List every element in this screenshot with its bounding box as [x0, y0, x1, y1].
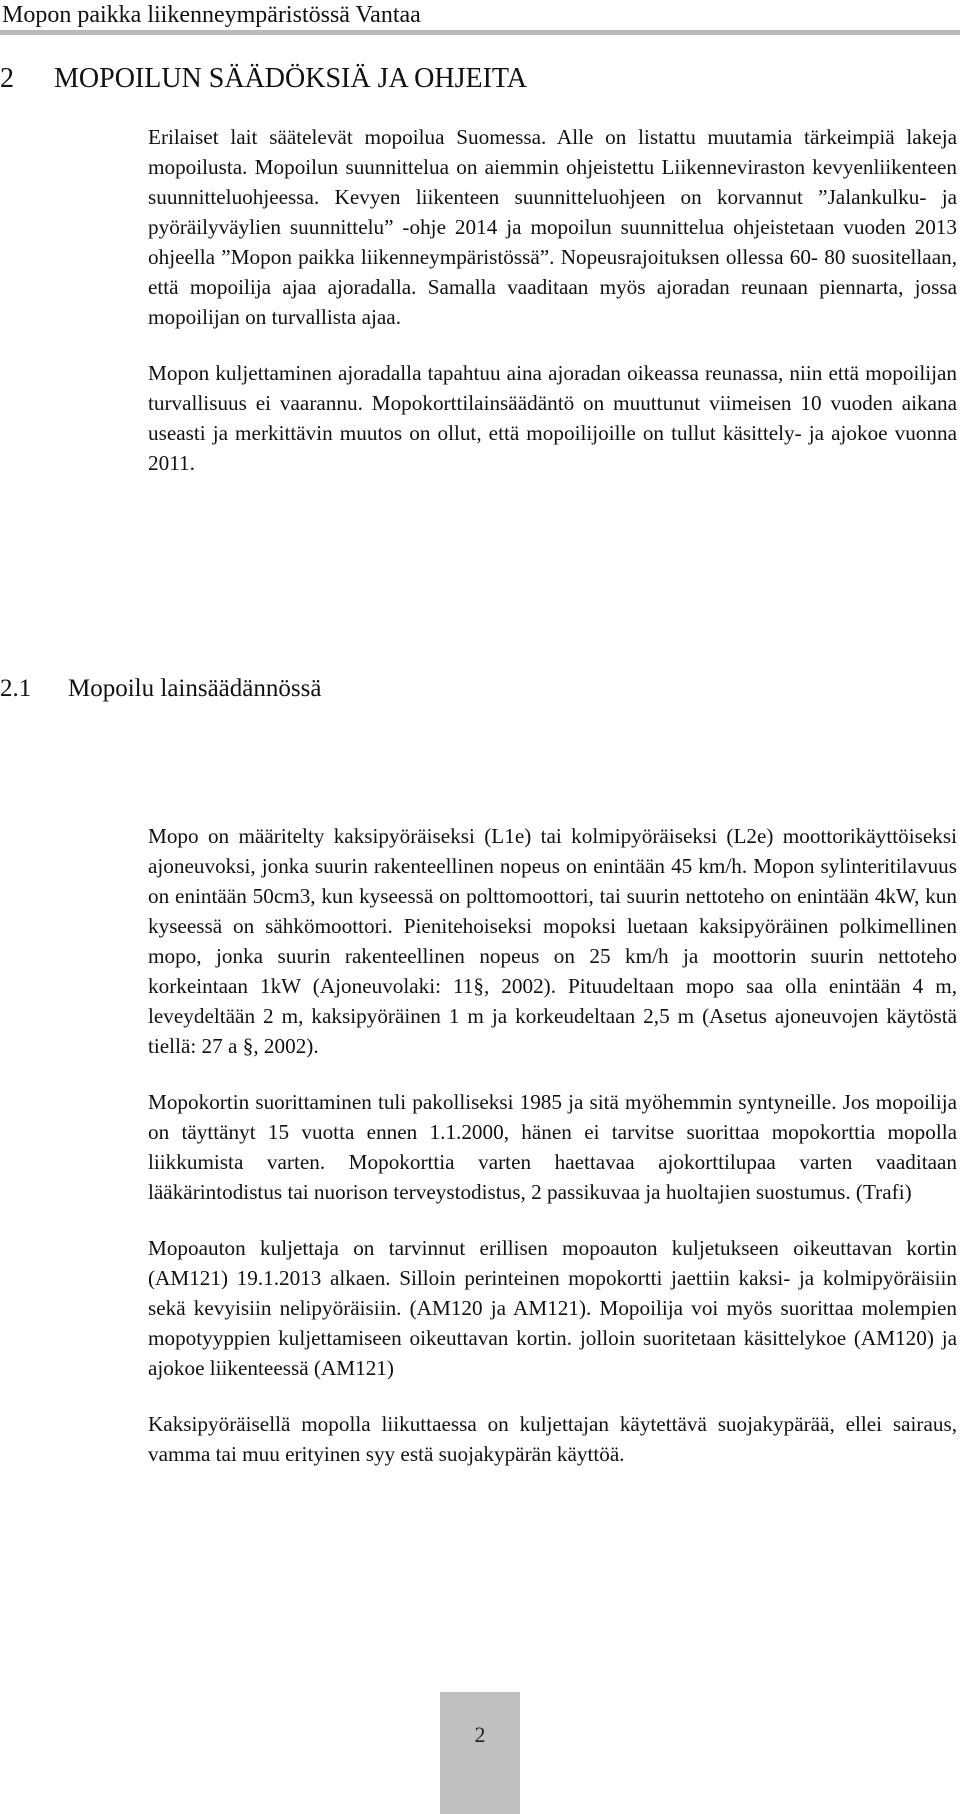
paragraph: Mopon kuljettaminen ajoradalla tapahtuu aina ajoradan oikeassa reunassa, niin että mopoilijan turvallisuus ei vaarannu. Mopokorttilainsäädäntö on muuttunut viimeisen 10 vuoden aikana useasti ja merkittävin muutos on ollut, että mopoilijoille on tullut käsittely- ja ajokoe vuonna 2011. — [148, 361, 957, 475]
paragraph: Mopoauton kuljettaja on tarvinnut erillisen mopoauton kuljetukseen oikeuttavan kortin (AM121) 19.1.2013 alkaen. Silloin perinteinen mopokortti jaettiin kaksi- ja kolmipyöräisiin sekä kevyisiin nelipyöräisiin. (AM120 ja AM121). Mopoilija voi myös suorittaa molempien mopotyyppien kuljettamiseen oikeuttavan kortin. jolloin suoritetaan käsittelykoe (AM120) ja ajokoe liikenteessä (AM121) — [148, 1236, 957, 1380]
paragraph: Mopo on määritelty kaksipyöräiseksi (L1e) tai kolmipyöräiseksi (L2e) moottorikäyttöiseksi ajoneuvoksi, jonka suurin rakenteellinen nopeus on enintään 45 km/h. Mopon sylinteritilavuus on enintään 50cm3, kun kyseessä on polttomoottori, tai suurin nettoteho on enintään 4kW, kun kyseessä on sähkömoottori. Pienitehoiseksi mopoksi luetaan kaksipyöräinen polkimellinen mopo, jonka suurin rakenteellinen nopeus on 25 km/h ja moottorin suurin nettoteho korkeintaan 1kW (Ajoneuvolaki: 11§, 2002). Pituudeltaan mopo saa olla enintään 4 m, leveydeltään 2 m, kaksipyöräinen 1 m ja korkeudeltaan 2,5 m (Asetus ajoneuvojen käytöstä tiellä: 27 a §, 2002). — [148, 824, 957, 1058]
subsection-title: Mopoilu lainsäädännössä — [68, 675, 322, 702]
page-number-box — [440, 1692, 520, 1814]
paragraph: Erilaiset lait säätelevät mopoilua Suomessa. Alle on listattu muutamia tärkeimpiä lakeja mopoilusta. Mopoilun suunnittelua on aiemmin ohjeistettu Liikenneviraston kevyenliikenteen suunnitteluohjeessa. Kevyen liikenteen suunnitteluohjeen on korvannut ”Jalankulku- ja pyöräilyväylien suunnittelu” -ohje 2014 ja mopoilun suunnittelua ohjeistetaan vuoden 2013 ohjeella ”Mopon paikka liikenneympäristössä”. Nopeusrajoituksen ollessa 60- 80 suositellaan, että mopoilija ajaa ajoradalla. Samalla vaaditaan myös ajoradan reunaan piennarta, jossa mopoilijan on turvallista ajaa. — [148, 125, 957, 329]
running-header — [0, 0, 960, 34]
subsection-number: 2.1 — [0, 675, 32, 702]
section-heading — [0, 62, 527, 96]
paragraph: Mopokortin suorittaminen tuli pakolliseksi 1985 ja sitä myöhemmin syntyneille. Jos mopoilija on täyttänyt 15 vuotta ennen 1.1.2000, hänen ei tarvitse suorittaa mopokorttia mopolla liikkumista varten. Mopokorttia varten haettavaa ajokorttilupaa varten vaaditaan lääkärintodistus tai nuorison terveystodistus, 2 passikuvaa ja huoltajien suostumus. (Trafi) — [148, 1090, 957, 1204]
header-rule — [0, 30, 960, 35]
paragraph: Kaksipyöräisellä mopolla liikuttaessa on kuljettajan käytettävä suojakypärää, ellei sairaus, vamma tai muu erityinen syy estä suojakypärän käyttöä. — [148, 1412, 957, 1466]
header-title: Mopon paikka liikenneympäristössä Vantaa — [2, 2, 421, 28]
subsection-body — [148, 821, 957, 1495]
section-body — [148, 122, 957, 504]
section-number: 2 — [0, 63, 14, 94]
subsection-heading — [0, 672, 321, 706]
page-number: 2 — [474, 1722, 486, 1747]
section-title: MOPOILUN SÄÄDÖKSIÄ JA OHJEITA — [54, 63, 527, 94]
